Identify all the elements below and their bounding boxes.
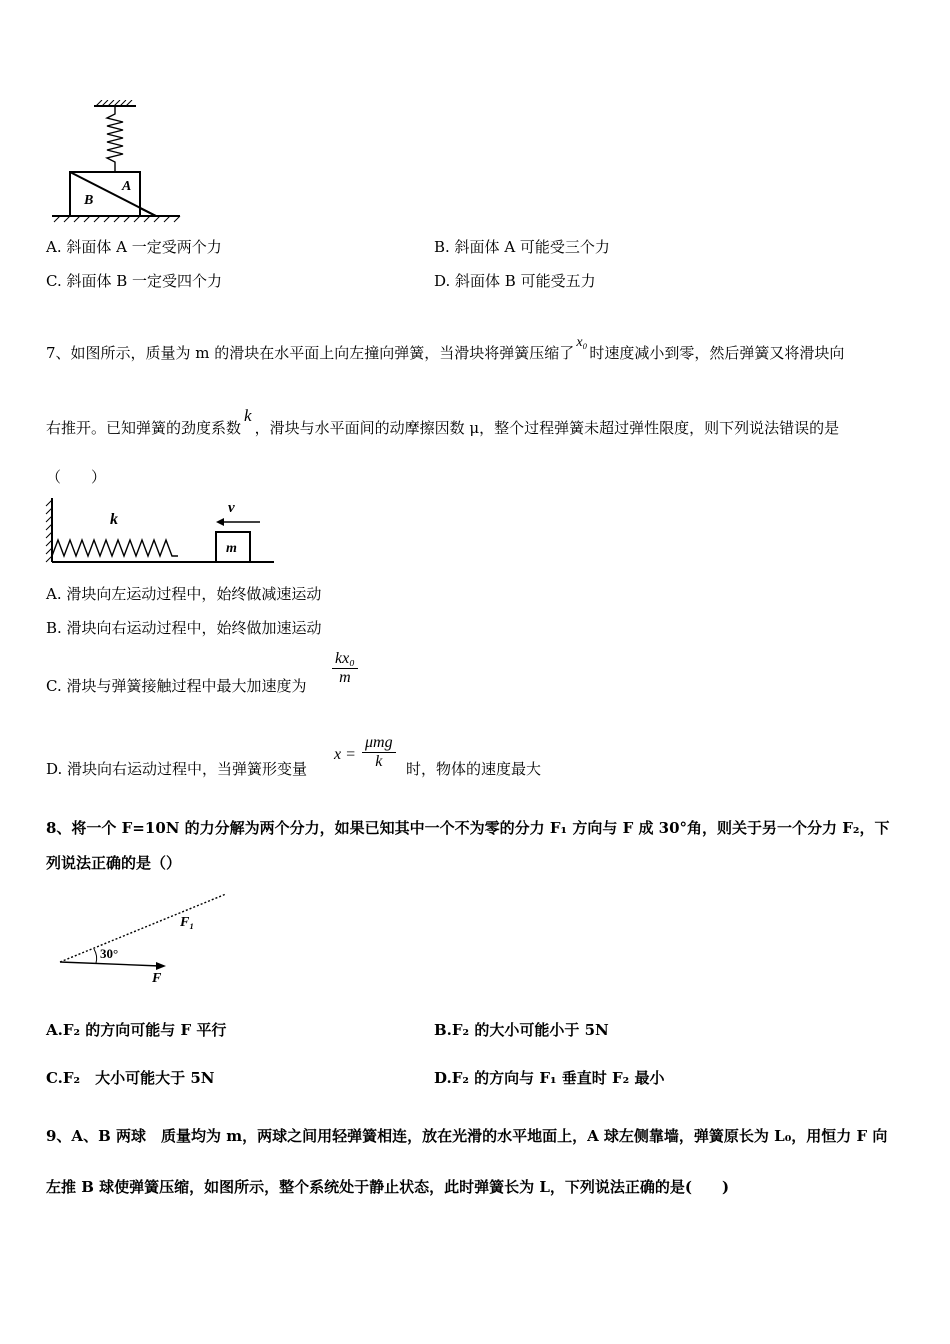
q7-option-c-fraction — [332, 650, 358, 687]
q8-option-d: D.F₂ 的方向与 F₁ 垂直时 F₂ 最小 — [434, 1069, 665, 1087]
q7-option-c: C. 滑块与弹簧接触过程中最大加速度为 — [46, 677, 307, 695]
q6-option-b: B. 斜面体 A 可能受三个力 — [434, 238, 610, 256]
q8-label-f1: F₁ — [180, 915, 195, 930]
q6-option-c: C. 斜面体 B 一定受四个力 — [46, 272, 223, 290]
q8-option-c: C.F₂ 大小可能大于 5N — [46, 1069, 215, 1087]
q8-label-angle: 30° — [100, 946, 119, 961]
q6-option-a: A. 斜面体 A 一定受两个力 — [46, 238, 222, 256]
q7-option-d-tail: 时，物体的速度最大 — [406, 760, 542, 778]
q6-option-d: D. 斜面体 B 可能受五力 — [434, 272, 596, 290]
q7-k: k — [244, 406, 252, 425]
q7-option-d-numerator: μmg — [362, 734, 396, 753]
q7-x0: x₀ — [576, 335, 588, 350]
q7-option-c-denominator: m — [339, 669, 351, 686]
q9-stem-line2: 左推 B 球使弹簧压缩，如图所示，整个系统处于静止状态，此时弹簧长为 L，下列说法正确的是( ) — [46, 1178, 730, 1196]
q8-figure — [56, 888, 232, 988]
q7-stem-text1: 7、如图所示，质量为 m 的滑块在水平面上向左撞向弹簧，当滑块将弹簧压缩了 — [46, 344, 575, 362]
q7-stem-text2-tail: ，滑块与水平面间的动摩擦因数 μ，整个过程弹簧未超过弹性限度，则下列说法错误的是 — [254, 419, 840, 437]
q7-label-v: v — [228, 500, 235, 516]
q7-stem-line1 — [46, 335, 845, 363]
q7-stem-text2: 右推开。已知弹簧的劲度系数 — [46, 419, 242, 437]
q7-label-m: m — [226, 541, 237, 556]
q7-paren: （ ） — [46, 468, 107, 486]
q7-option-a: A. 滑块向左运动过程中，始终做减速运动 — [46, 585, 322, 603]
q8-stem-line2: 列说法正确的是（） — [46, 854, 182, 872]
q7-option-b: B. 滑块向右运动过程中，始终做加速运动 — [46, 619, 322, 637]
q7-figure — [44, 496, 276, 568]
q9-stem-line1: 9、A、B 两球 质量均为 m，两球之间用轻弹簧相连，放在光滑的水平地面上，A 球左侧靠墙，弹簧原长为 L₀，用恒力 F 向 — [46, 1127, 888, 1145]
q7-option-d-fraction — [362, 734, 396, 771]
q7-option-d: D. 滑块向右运动过程中，当弹簧形变量 — [46, 760, 308, 778]
q7-stem-text1-tail: 时速度减小到零，然后弹簧又将滑块向 — [589, 344, 845, 362]
q7-stem-line2 — [46, 406, 840, 438]
q8-option-a: A.F₂ 的方向可能与 F 平行 — [46, 1021, 227, 1039]
q7-label-k: k — [110, 511, 118, 528]
q7-option-d-lhs: x = — [334, 746, 356, 763]
q8-label-f: F — [152, 971, 162, 986]
q7-option-c-numerator: kx₀ — [332, 650, 358, 669]
q6-figure — [44, 100, 194, 226]
q7-option-d-denominator: k — [375, 753, 383, 770]
q6-label-b: B — [84, 193, 94, 208]
q8-stem-line1: 8、将一个 F=10N 的力分解为两个分力，如果已知其中一个不为零的分力 F₁ 方向与 F 成 30°角，则关于另一个分力 F₂，下 — [46, 819, 890, 837]
q8-option-b: B.F₂ 的大小可能小于 5N — [434, 1021, 609, 1039]
q6-label-a: A — [122, 179, 132, 194]
